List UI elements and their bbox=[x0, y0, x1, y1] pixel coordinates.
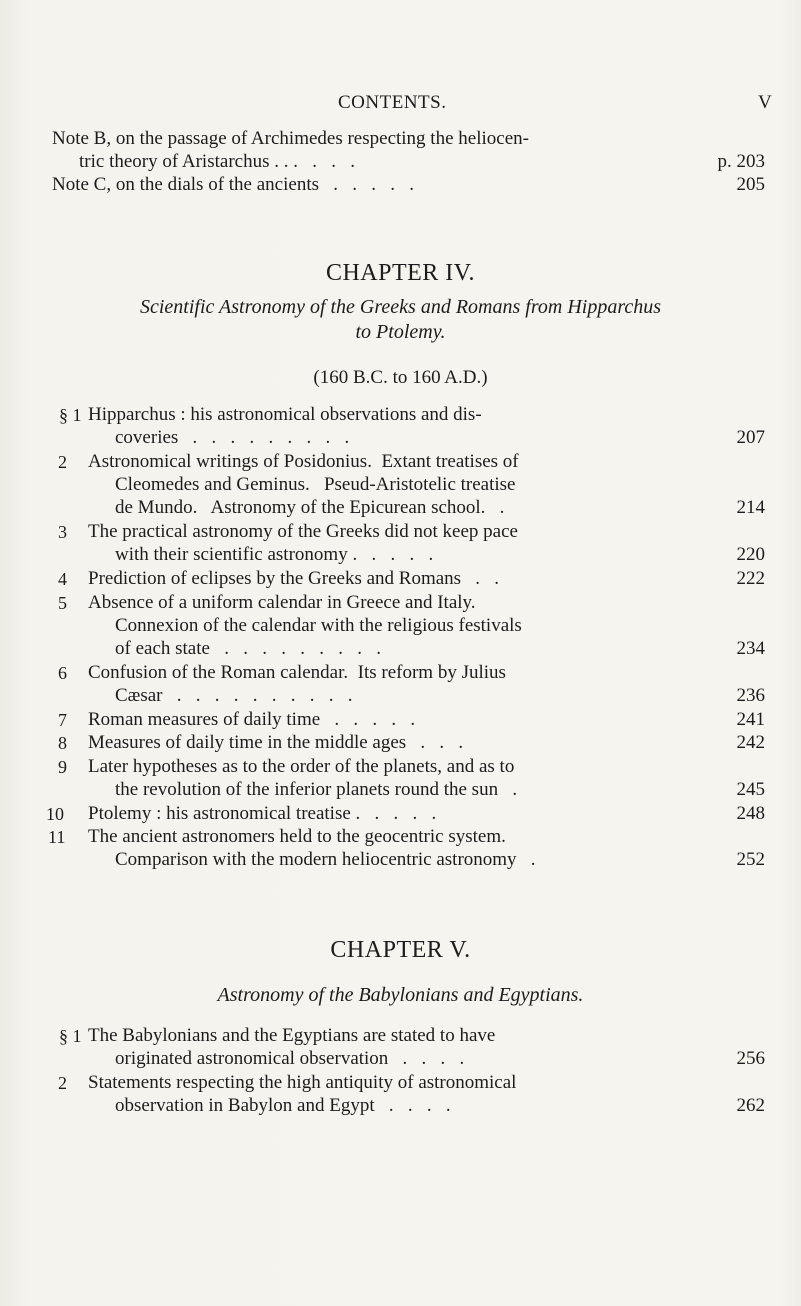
toc-entry-line: Measures of daily time in the middle ages . . . bbox=[88, 732, 464, 753]
section-mark: 2 bbox=[58, 452, 67, 472]
chapter-5-heading: CHAPTER V. bbox=[330, 937, 471, 963]
section-mark: 3 bbox=[58, 522, 67, 542]
toc-page-number: 242 bbox=[736, 732, 765, 753]
toc-entry-line: Absence of a uniform calendar in Greece and Italy. bbox=[88, 592, 476, 613]
toc-entry-line: The ancient astronomers held to the geocentric system. bbox=[88, 826, 506, 847]
toc-page-number: 262 bbox=[736, 1095, 765, 1116]
section-mark: 11 bbox=[48, 827, 66, 847]
toc-entry-line: Confusion of the Roman calendar. Its reform by Julius bbox=[88, 662, 506, 683]
toc-entry-line: de Mundo. Astronomy of the Epicurean school. . bbox=[115, 497, 505, 518]
toc-entry-line: the revolution of the inferior planets round the sun . bbox=[115, 779, 518, 800]
toc-entry-line: of each state . . . . . . . . . bbox=[115, 638, 381, 659]
toc-entry-line: Roman measures of daily time . . . . . bbox=[88, 709, 416, 730]
toc-entry-line: observation in Babylon and Egypt . . . . bbox=[115, 1095, 451, 1116]
note-c-page: 205 bbox=[736, 174, 765, 195]
section-mark: 8 bbox=[58, 733, 67, 753]
note-b-page: p. 203 bbox=[717, 151, 765, 172]
toc-entry-line: originated astronomical observation . . . . bbox=[115, 1048, 465, 1069]
toc-entry-line: Cleomedes and Geminus. Pseud-Aristotelic treatise bbox=[115, 474, 516, 495]
toc-entry-line: with their scientific astronomy . . . . . bbox=[115, 544, 434, 565]
section-mark: 6 bbox=[58, 663, 67, 683]
section-mark: 5 bbox=[58, 593, 67, 613]
note-b-line1: Note B, on the passage of Archimedes respecting the heliocen- bbox=[52, 128, 529, 149]
toc-page-number: 256 bbox=[736, 1048, 765, 1069]
toc-entry-line: Ptolemy : his astronomical treatise . . . . . bbox=[88, 803, 437, 824]
chapter-4-subtitle-line1: Scientific Astronomy of the Greeks and Romans from Hipparchus bbox=[139, 296, 662, 318]
note-c-line1: Note C, on the dials of the ancients . . . . . bbox=[52, 174, 414, 195]
toc-entry-line: Prediction of eclipses by the Greeks and Romans . . bbox=[88, 568, 500, 589]
section-mark: 9 bbox=[58, 757, 67, 777]
toc-entry-line: Cæsar . . . . . . . . . . bbox=[115, 685, 353, 706]
toc-page-number: 220 bbox=[736, 544, 765, 565]
section-mark: 10 bbox=[46, 804, 64, 824]
toc-entry-line: Connexion of the calendar with the religious festivals bbox=[115, 615, 522, 636]
toc-entry-line: Statements respecting the high antiquity of astronomical bbox=[88, 1072, 517, 1093]
toc-page-number: 241 bbox=[736, 709, 765, 730]
chapter-4-dates: (160 B.C. to 160 A.D.) bbox=[313, 367, 488, 388]
toc-page-number: 252 bbox=[736, 849, 765, 870]
section-mark: 7 bbox=[58, 710, 67, 730]
note-b-line2: tric theory of Aristarchus . . . . . . bbox=[79, 151, 355, 172]
toc-entry-line: coveries . . . . . . . . . bbox=[115, 427, 350, 448]
chapter-5-subtitle: Astronomy of the Babylonians and Egyptians. bbox=[217, 984, 584, 1006]
toc-page-number: 222 bbox=[736, 568, 765, 589]
toc-page-number: 248 bbox=[736, 803, 765, 824]
toc-page-number: 214 bbox=[736, 497, 765, 518]
toc-entry-line: Astronomical writings of Posidonius. Extant treatises of bbox=[88, 451, 519, 472]
running-head-title: CONTENTS. bbox=[338, 92, 447, 113]
toc-entry-line: Hipparchus : his astronomical observations and dis- bbox=[88, 404, 482, 425]
section-mark: § 1 bbox=[59, 405, 82, 425]
toc-entry-line: Comparison with the modern heliocentric astronomy . bbox=[115, 849, 536, 870]
section-mark: 4 bbox=[58, 569, 67, 589]
chapter-4-heading: CHAPTER IV. bbox=[325, 260, 476, 286]
page-folio: V bbox=[758, 92, 772, 113]
section-mark: § 1 bbox=[59, 1026, 82, 1046]
toc-entry-line: The practical astronomy of the Greeks did not keep pace bbox=[88, 521, 518, 542]
toc-entry-line: Later hypotheses as to the order of the planets, and as to bbox=[88, 756, 515, 777]
running-head bbox=[0, 92, 801, 114]
toc-entry-line: The Babylonians and the Egyptians are stated to have bbox=[88, 1025, 496, 1046]
chapter-4-subtitle-line2: to Ptolemy. bbox=[355, 321, 446, 343]
section-mark: 2 bbox=[58, 1073, 67, 1093]
toc-page-number: 236 bbox=[736, 685, 765, 706]
toc-page-number: 245 bbox=[736, 779, 765, 800]
toc-page-number: 207 bbox=[736, 427, 765, 448]
toc-page-number: 234 bbox=[736, 638, 765, 659]
